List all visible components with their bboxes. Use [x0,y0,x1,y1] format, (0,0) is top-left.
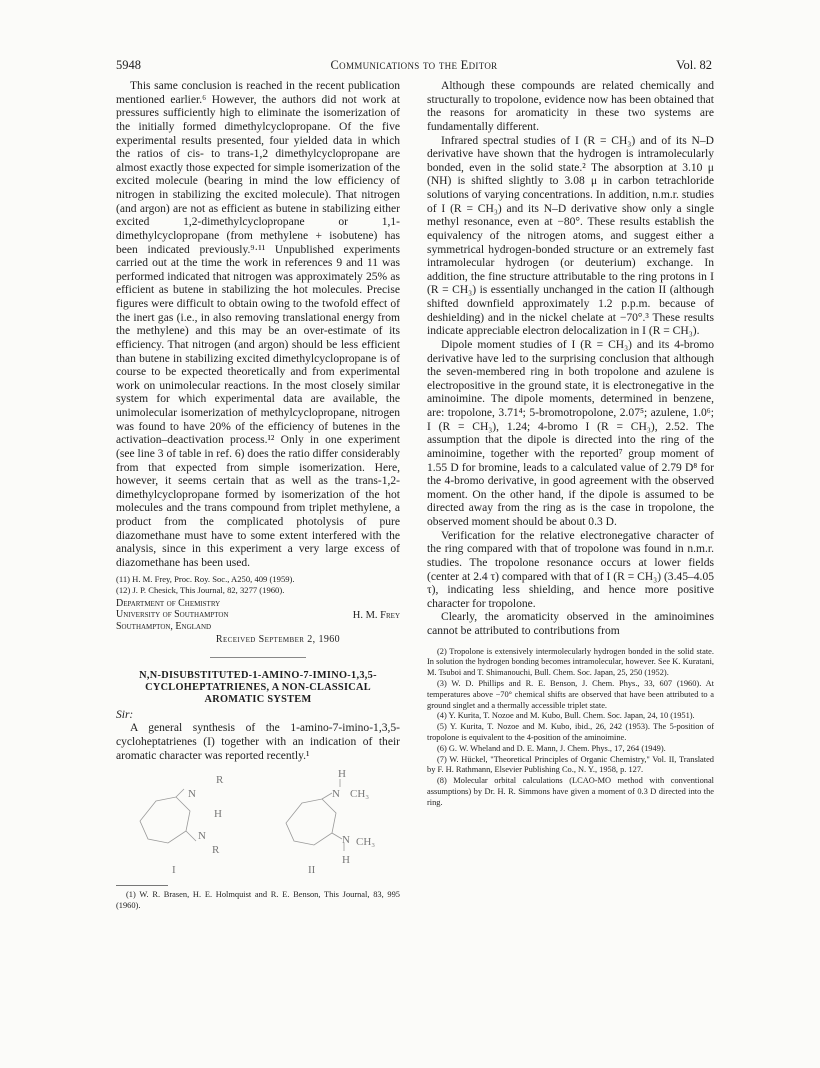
structure-i-n-bottom: N [198,830,206,843]
chemical-structures-drawing [116,767,400,879]
author-affiliation [116,598,400,633]
footnote-4: (4) Y. Kurita, T. Nozoe and M. Kubo, Bull. Chem. Soc. Japan, 24, 10 (1951). [437,711,695,721]
body-paragraph: Dipole moment studies of I (R = CH₃) and its 4-bromo derivative have led to the surprising conclusion that although the seven-membered ring in both tropolone and azulene is electropositive in the ground state, it is electronegative in the aminoimine. The dipole moments, determined in benzene, are: tropolone, 3.71⁴; 5-bromotropolone, 2.07⁵; azulene, 1.0⁶; I (R = CH₃), 1.24; 4-bromo I (R = CH₃), 2.52. The assumption that the dipole is directed into the ring of the aminoimine, together with the reported⁷ group moment of 1.55 D for bromine, leads to a calculated value of 2.79 D⁸ for the 4-bromo derivative, in good agreement with the observed moment. On the other hand, if the dipole is assumed to be directed away from the ring as is the case in tropolone, the observed moment should be about 0.3 D. [427,338,714,528]
structure-i-r-bottom: R [212,844,220,857]
structure-i-h: H [214,808,222,821]
footnote-2: (2) Tropolone is extensively intermolecularly hydrogen bonded in the solid state. In solution the hydrogen bonding becomes intramolecular, however. See K. Kuratani, M. Tsuboi and T. Shimanouchi, Bull. Chem. Soc. Japan, 25, 250 (1952). [427,646,714,678]
structure-i-n-top: N [188,788,196,801]
structure-ii-n-top: N [332,788,340,801]
structure-i-r-top: R [216,774,224,787]
structure-ii-h-top: H [338,768,346,781]
footnote-1: (1) W. R. Brasen, H. E. Holmquist and R. E. Benson, This Journal, 83, 995 (1960). [116,890,400,910]
received-date: Received September 2, 1960 [215,634,341,646]
reference-12: (12) J. P. Chesick, This Journal, 82, 3277 (1960). [116,584,285,595]
structure-i-label: I [172,864,176,877]
structure-ii-n-bottom: N [342,834,350,847]
structure-ii-ch3-top: CH₃ [350,788,370,801]
structure-ii-ch3-bottom: CH₃ [356,836,376,849]
footnote-divider [116,885,168,886]
volume-number: Vol. 82 [676,58,712,72]
footnote-6: (6) G. W. Wheland and D. E. Mann, J. Chem. Phys., 17, 264 (1949). [437,743,666,753]
body-paragraph: This same conclusion is reached in the recent publication mentioned earlier.⁶ However, the authors did not work at pressures sufficiently high to eliminate the isomerization of the initially formed dimethylcyclopropane. Of the five experimental results presented, four yielded data in which the ratios of cis- to trans-1,2 dimethylcyclopropane are almost exactly those expected for simple isomerization of the excited molecule (bearing in mind the low efficiency of nitrogen in stabilizing the excited molecule). That nitrogen (and argon) are not as efficient as butene in stabilizing either excited 1,2-dimethylcyclopropane or 1,1-dimethylcyclopropane (from methylene + isobutene) has been indicated previously.⁹·¹¹ Unpublished experiments carried out at the time the work in references 9 and 11 was performed indicated that nitrogen was approximately 25% as efficient as butene in stabilizing the hot molecules. Precise figures were difficult to obtain owing to the twofold effect of the inert gas (i.e., in also removing translational energy from the methylene) and this may be an over-estimate of its efficiency. That nitrogen (and argon) should be less efficient than butene in stabilizing excited dimethylcyclopropane is of course to be expected theoretically and from experimental work on unimolecular reactions. In the most closely similar system for which experimental data are available, the unimolecular isomerization of methylcyclopropane, nitrogen was found to have 20% of the efficiency of butenes in the activation–deactivation process.¹² Only in one experiment (see line 3 of table in ref. 6) does the ratio differ considerably from that expected from simple isomerization. Here, however, it seems certain that as well as the trans-1,2-dimethylcyclopropane formed by isomerization of the hot molecules and the trans compound from triplet methylene, a product from the complicated photolysis of pure diazomethane must have to some extent interfered with the analysis, since in this experiment a very large excess of diazomethane has been used. [116,80,400,569]
right-column [427,80,714,809]
footnote-8: (8) Molecular orbital calculations (LCAO-MO method with conventional assumptions) by Dr. H. R. Simmons have given a moment of 0.3 D directed into the ring. [427,776,714,807]
affiliation-city: Southampton, England [116,620,212,632]
body-paragraph: A general synthesis of the 1-amino-7-imino-1,3,5-cycloheptatrienes (I) together with an indication of their aromatic character was reported recently.¹ [116,722,400,762]
running-title: Communications to the Editor [330,58,498,72]
body-paragraph: Infrared spectral studies of I (R = CH₃) and of its N–D derivative have shown that the hydrogen is intramolecularly bonded, even in the solid state.² The absorption at 3.10 μ (NH) is shifted slightly to 3.08 μ in carbon tetrachloride solutions of varying concentrations. In addition, n.m.r. studies of I (R = CH₃) and its N–D derivative show only a single methyl resonance, even at −80°. These results establish the equivalency of the nitrogen atoms, and suggest either a symmetrical hydrogen-bonded structure or an extremely fast intramolecular hydrogen (or deuterium) exchange. In addition, the fine structure attributable to the ring protons in I (R = CH₃) is essentially unchanged in the cation II (although shifted downfield approximately 1.2 p.p.m. because of deshielding) and in the nickel chelate at −70°.³ These results indicate appreciable electron delocalization in I (R = CH₃). [427,134,714,338]
reference-list [116,574,400,596]
body-paragraph: Clearly, the aromaticity observed in the aminoimines cannot be attributed to contributions from [427,611,714,637]
section-divider [210,657,306,658]
page-header [116,58,712,76]
footnote-7: (7) W. Hückel, "Theoretical Principles of Organic Chemistry," Vol. II, Translated by F. H. Rathmann, Elsevier Publishing Co., N. Y., 1958, p. 127. [427,754,714,775]
structure-ii-label: II [308,864,316,877]
body-paragraph: Verification for the relative electronegative character of the ring compared with that of tropolone was found in n.m.r. studies. The tropolone resonance occurs at lower fields (center at 2.4 τ) compared with that of I (R = CH₃) (3.45–4.05 τ), indicating less shielding, and hence more positive character for tropolone. [427,529,714,610]
footnote-3: (3) W. D. Phillips and R. E. Benson, J. Chem. Phys., 33, 607 (1960). At temperatures above −70° chemical shifts are observed that have been attributed to a ground singlet and a thermally accessible triplet state. [427,679,714,710]
affiliation-department: Department of Chemistry [116,597,221,609]
footnote-5: (5) Y. Kurita, T. Nozoe and M. Kubo, ibid., 26, 242 (1953). The 5-position of tropolone is equivalent to the 4-position of the aminoimine. [427,722,714,742]
structure-figure [116,767,400,879]
affiliation-university: University of Southampton [116,609,229,621]
body-paragraph: Although these compounds are related chemically and structurally to tropolone, evidence now has been obtained that the reasons for aromaticity in these two systems are fundamentally different. [427,80,714,133]
article-title: N,N-DISUBSTITUTED-1-AMINO-7-IMINO-1,3,5-CYCLOHEPTATRIENES, A NON-CLASSICAL AROMATIC SYSTEM [139,670,377,706]
author-name: H. M. Frey [352,609,400,621]
page-number: 5948 [116,58,141,72]
structure-ii-h-bottom: H [342,854,350,867]
left-column [116,80,400,912]
salutation: Sir: [116,709,134,722]
reference-11: (11) H. M. Frey, Proc. Roy. Soc., A250, 409 (1959). [116,573,295,584]
